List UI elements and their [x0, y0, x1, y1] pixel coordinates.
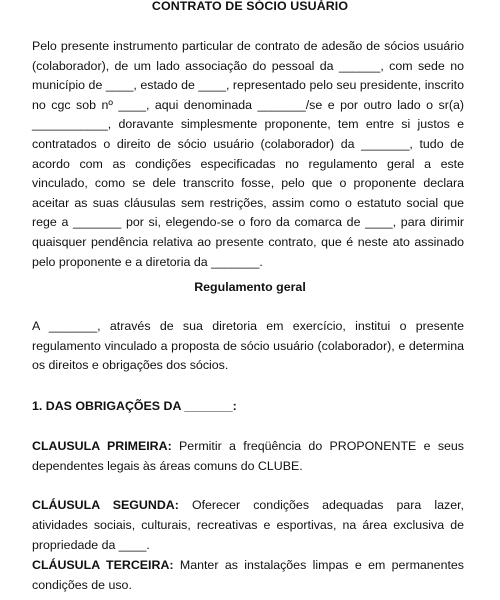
- clause-third-text: Manter as instalações limpas e em permanentes condições de uso.: [32, 558, 464, 592]
- clause-first: [32, 436, 464, 476]
- clause-first-text: Permitir a freqüência do PROPONENTE e seus dependentes legais às áreas comuns do CLUBE.: [32, 439, 464, 473]
- intro-paragraph: Pelo presente instrumento particular de contrato de adesão de sócios usuário (colaborador), de um lado associação do pessoal da ______, com sede no município de ____, estado de ____, representado pelo seu presidente, inscrito no cgc sob nº ____, aqui denominada _______/se e por outro lado o sr(a) ___________, doravante simplesmente proponente, tem entre si justos e contratados o direito de sócio usuário (colaborador) da _______, tudo de acordo com as condições especificadas no regulamento geral a este vinculado, como se dele transcrito fosse, pelo que o proponente declara aceitar as suas cláusulas sem restrições, assim como o estatuto social que rege a _______ por si, elegendo-se o foro da comarca de ____, para dirimir quaisquer pendência relativa ao presente contrato, que é neste ato assinado pelo proponente e a diretoria da _______.: [32, 39, 464, 269]
- clause-second: [32, 495, 464, 555]
- clause-third: [32, 555, 464, 595]
- clause-third-label: CLÁUSULA TERCEIRA:: [32, 558, 174, 572]
- document-title: CONTRATO DE SÓCIO USUÁRIO: [151, 0, 349, 13]
- section-heading-obligations: 1. DAS OBRIGAÇÕES DA _______:: [32, 399, 237, 413]
- clause-first-label: CLAUSULA PRIMEIRA:: [32, 439, 172, 453]
- regulation-subtitle: Regulamento geral: [194, 280, 306, 294]
- regulation-paragraph: A _______, através de sua diretoria em exercício, institui o presente regulamento vinculado a proposta de sócio usuário (colaborador), e determina os direitos e obrigações dos sócios.: [32, 319, 464, 373]
- clause-second-label: CLÁUSULA SEGUNDA:: [32, 498, 179, 512]
- clause-second-text: Oferecer condições adequadas para lazer, atividades sociais, culturais, recreativas e esportivas, na área exclusiva de propriedade da ____.: [32, 498, 464, 552]
